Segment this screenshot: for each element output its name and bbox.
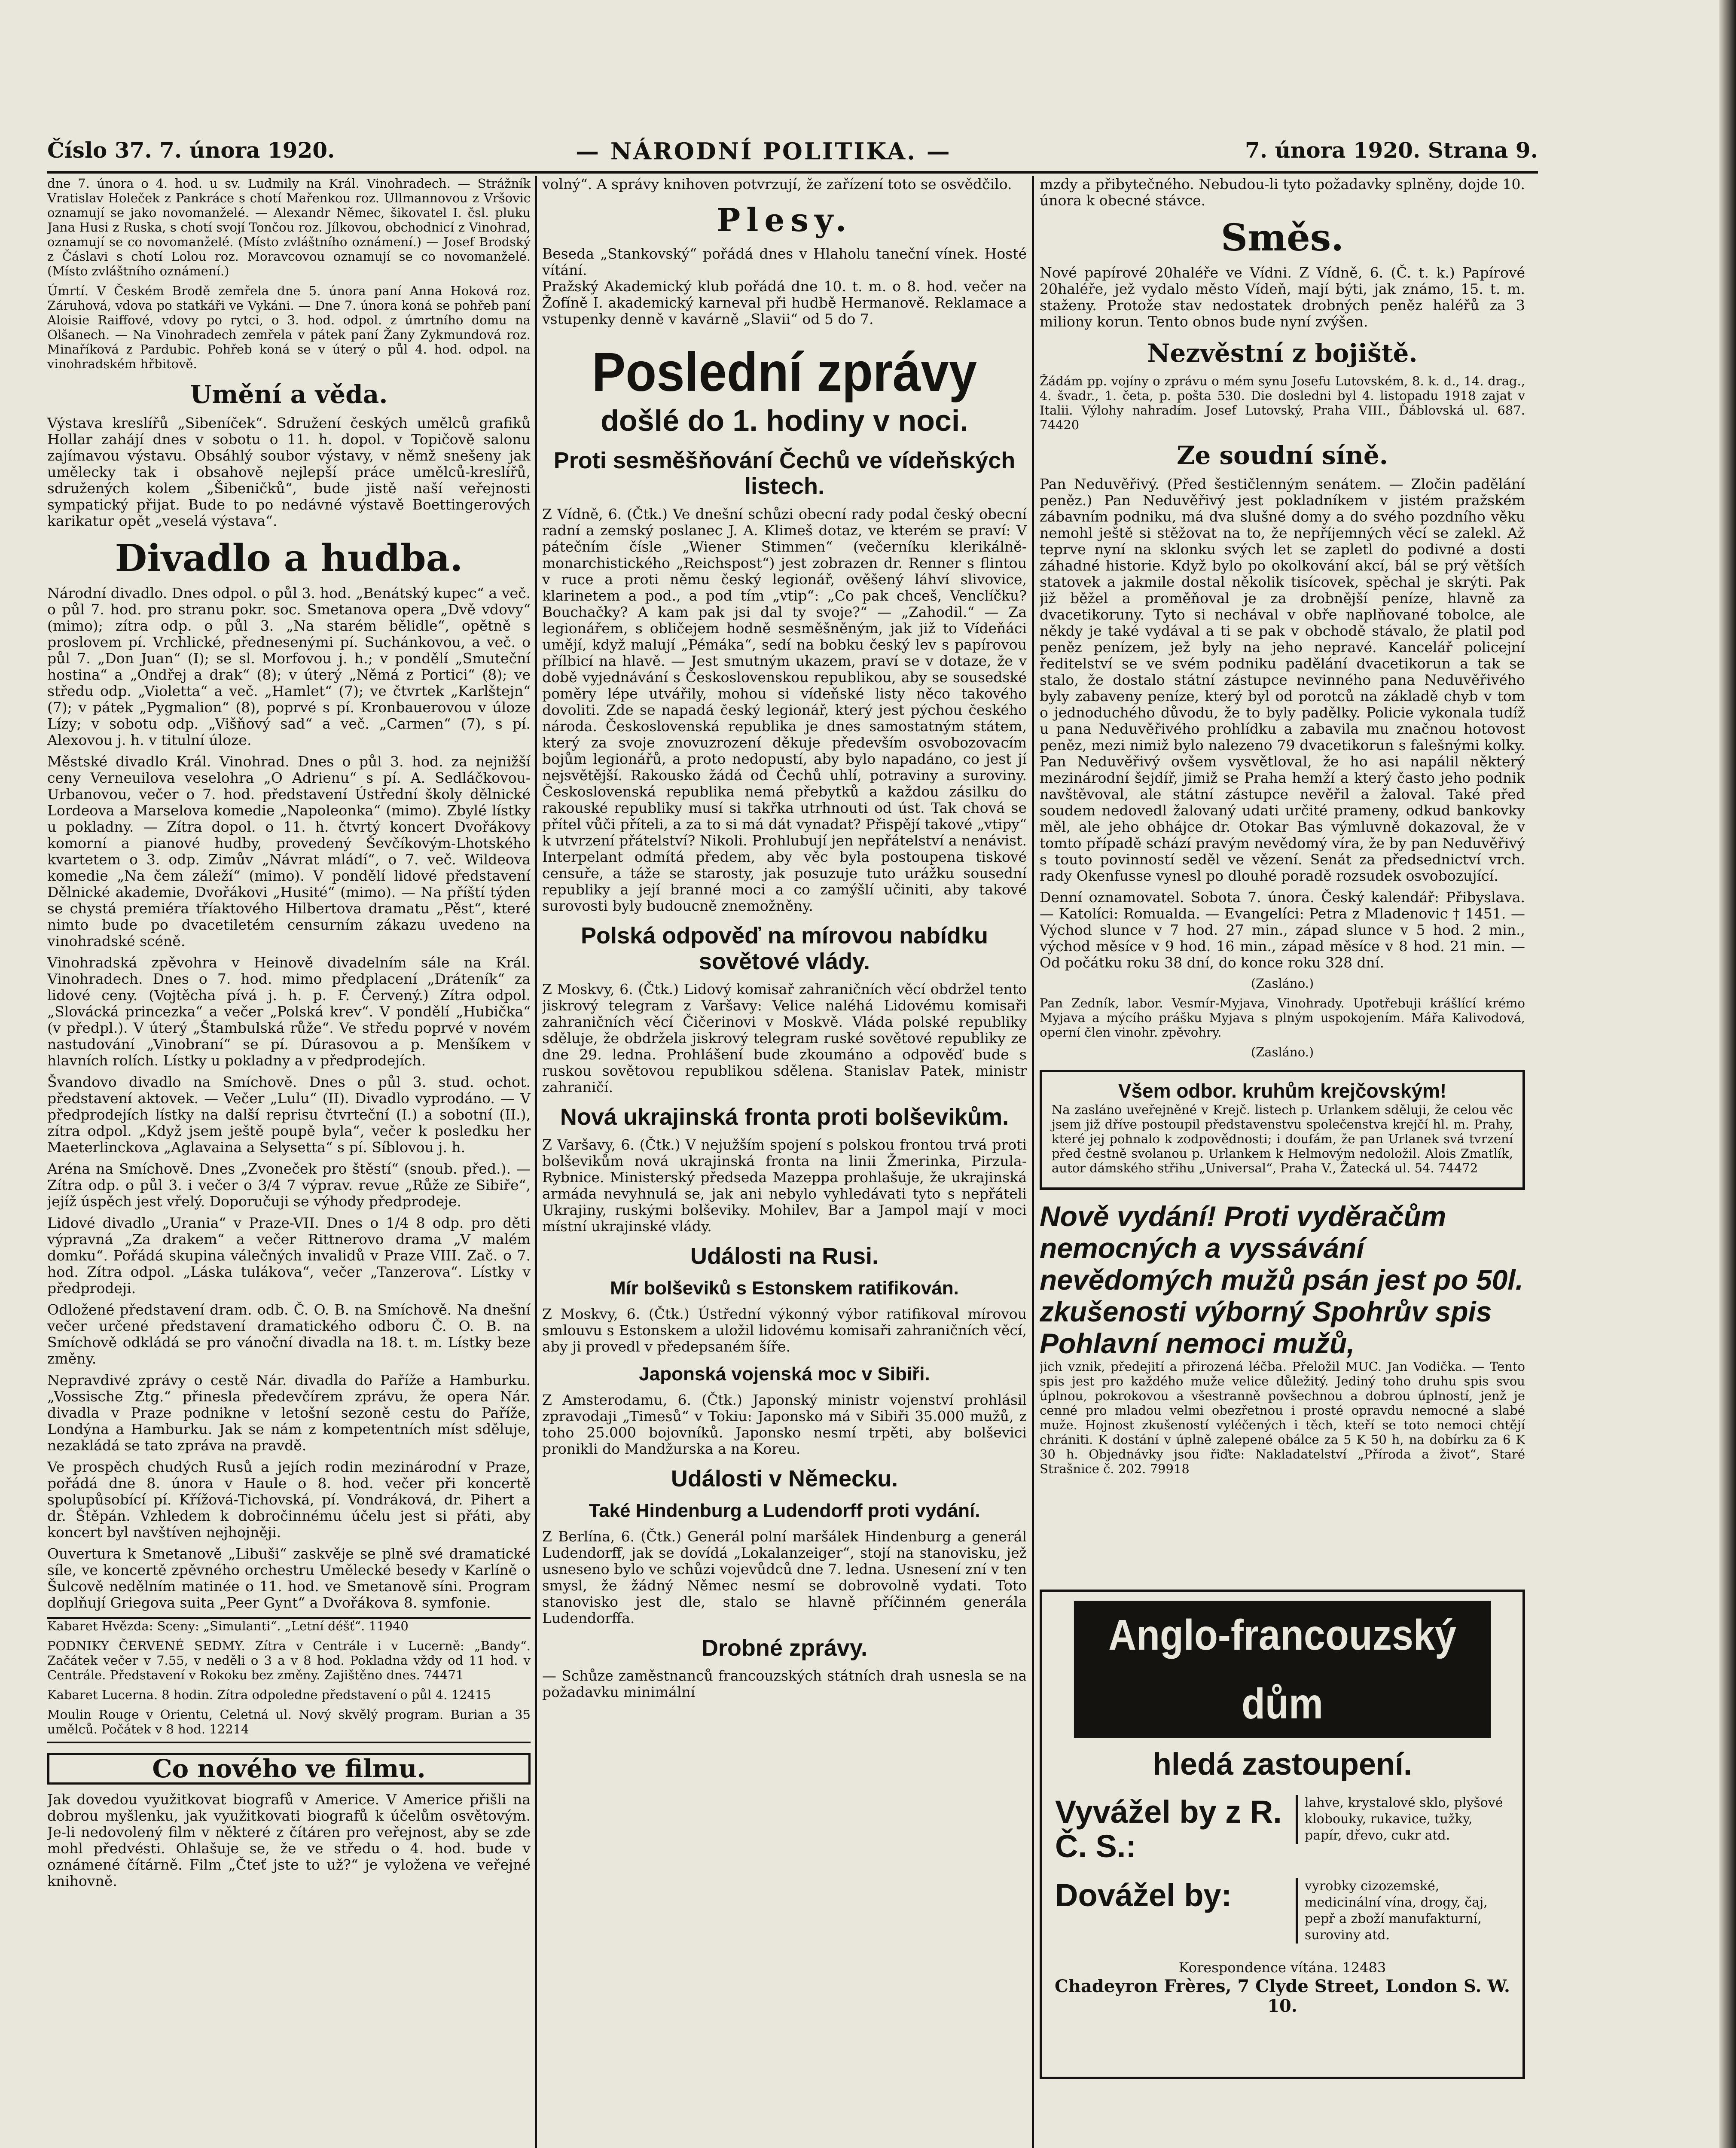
headline-short-news: Drobné zprávy. xyxy=(701,1635,868,1661)
death-notices: Úmrtí. V Českém Brodě zemřela dne 5. února paní Anna Hoková roz. Záruhová, vdova po statkáři ve Vykáni. — Dne 7. února koná se pohřeb paní Aloisie Raiffové, vdovy po rytci, o 3. hod. odpol. z úmrtního domu na Olšanech. — Na Vinohradech zemřela v pátek paní Žany Zykmundová roz. Minaříková z Pardubic. Pohřeb koná se v úterý o půl 4. hod. odpol. na vinohradském hřbitově. xyxy=(47,284,531,371)
header-left: Číslo 37. 7. února 1920. xyxy=(47,137,335,163)
art-article: Výstava kreslířů „Sibeníček“. Sdružení českých umělců grafiků Hollar zahájí dnes v sobotu o 11. h. dopol. v Topičově salonu zajímavou výstavu. Obsáhlý soubor výstavy, v němž snešeny jak umělecky tak i obsahově nejlepší práce umělců-kreslířů, sdružených kolem „Šibeničků“, bude jistě naší veřejnosti sympatický přijat. Bude to po nedávné výstavě Boettingerových karikatur opět „veselá výstava“. xyxy=(47,415,531,529)
breaking-news-subtitle: došlé do 1. hodiny v noci. xyxy=(601,404,968,437)
anglo-export-label: Vyvážel by z R. Č. S.: xyxy=(1055,1794,1282,1864)
film-article: Jak dovedou využitkovat biografů v Americe. V Americe přišli na dobrou myšlenku, jak využitkovati biografů k účelům osvětovým. Je-li nedovolený film v některé z čítáren pro veřejnost, aby se zde mohl předvésti. Ohlašuje se, že ve středu o 4. hod. bude v oznámené čítárně. Film „Čteť jste to už?“ je vyložena ve veřejné knihovně. xyxy=(47,1791,531,1889)
header-rule xyxy=(47,171,1538,174)
anglo-ad-subtitle: hledá zastoupení. xyxy=(1152,1747,1413,1782)
column-2 xyxy=(542,176,1027,2148)
anglo-address: Chadeyron Frères, 7 Clyde Street, London S. W. 10. xyxy=(1055,1976,1510,2016)
headline-ukraine: Nová ukrajinská fronta proti bolševikům. xyxy=(560,1104,1009,1130)
tailors-title: Všem odbor. kruhům krejčovským! xyxy=(1118,1080,1447,1102)
book-ad-title: Nově vydání! Proti vyděračům nemocných a vyssávání nevědomých mužů psán jest po 50l. zkušenosti výborný Spohrův spis Pohlavní nemoci mužů, xyxy=(1040,1200,1523,1359)
theatre-svanda: Švandovo divadlo na Smíchově. Dnes o půl 3. stud. ochot. představení aktovek. — Večer „Lulu“ (II). Divadlo vyprodáno. — V předprodejích lístky na další reprisu čtvrteční (I.) a sobotní (II.), zítra odpol. „Když jsem ještě poupě byla“, večer k posledku her Maeterlinckova „Aglavaina a Selysetta“ s pí. Síblovou j. h. xyxy=(47,1074,531,1156)
column-3 xyxy=(1040,176,1525,1581)
tailors-notice xyxy=(1040,1070,1525,1190)
headline-japan: Japonská vojenská moc v Sibiři. xyxy=(639,1364,930,1385)
sent-label-1: (Zasláno.) xyxy=(1251,976,1314,991)
masthead: — NÁRODNÍ POLITIKA. — xyxy=(576,137,952,165)
strike-end: mzdy a přibytečného. Nebudou-li tyto požadavky splněny, dojde 10. února k obecné stávce. xyxy=(1040,176,1525,209)
section-title-court: Ze soudní síně. xyxy=(1177,441,1388,470)
anglo-import-row xyxy=(1042,1878,1522,1944)
section-title-balls: Plesy. xyxy=(716,202,853,239)
section-title-misc: Směs. xyxy=(1220,216,1344,259)
sent-notice-myjava: Pan Zedník, labor. Vesmír-Myjava, Vinohrady. Upotřebuji krášlící krémo Myjava a mýcího prášku Myjava s plným uspokojením. Mářa Kalivodová, operní člen vinohr. zpěvohry. xyxy=(1040,996,1525,1040)
section-title-art: Umění a věda. xyxy=(190,380,388,409)
theatre-postponed: Odložené představení dram. odb. Č. O. B. na Smíchově. Na dnešní večer určené představení dramatického odboru Č. O. B. na Smíchově odkládá se pro vánoční divadla na 18. t. m. Lístky beze změny. xyxy=(47,1301,531,1367)
section-title-film: Co nového ve filmu. xyxy=(47,1753,531,1785)
headline-russia: Události na Rusi. xyxy=(690,1243,879,1269)
tailors-text: Na zasláno uveřejněné v Krejč. listech p. Urlankem sděluji, že celou věc jsem již dříve postoupil představenstvu společenstva krejčí hl. m. Prahy, které jej pohnalo k zodpovědnosti; i doufám, že pan Urlanek svá tvrzení před čestně svolanou p. Urlankem k Helmovým nedoložil. Alois Zmatlík, autor dámského střihu „Universal“, Praha V., Žatecká ul. 54. 74472 xyxy=(1052,1102,1513,1175)
headline-vienna: Proti sesměšňování Čechů ve vídeňských listech. xyxy=(553,448,1016,499)
headline-estonia: Mír bolševiků s Estonskem ratifikován. xyxy=(610,1278,959,1299)
section-title-missing: Nezvěstní z bojiště. xyxy=(1147,339,1418,368)
theatre-urania: Lidové divadlo „Urania“ v Praze-VII. Dnes o 1/4 8 odp. pro děti výpravná „Za drakem“ a večer Rittnerovo drama „V malém domku“. Pořádá skupina válečných invalidů v Praze VIII. Zač. o 7. hod. Zítra odpol. „Láska tulákova“, večer „Tanzerova“. Lístky v předprodeji. xyxy=(47,1214,531,1297)
article-short-news: — Schůze zaměstnanců francouzských státních drah usnesla se na požadavku minimální xyxy=(542,1667,1027,1700)
headline-polish-reply: Polská odpověď na mírovou nabídku sovětové vlády. xyxy=(581,923,988,974)
article-ukraine: Z Varšavy, 6. (Čtk.) V nejužším spojení s polskou frontou trvá proti bolševikům nová ukrajinská fronta na linii Žmerinka, Pirzula-Rybnice. Ministerský předseda Mazeppa prohlašuje, že ukrajinská armáda nevyhnulá se, jak ani nebylo vyhledávati tyto s nepřáteli Ukrajiny, ruskými bolševiky. Mohilev, Bar a Jampol mají v moci místní ukrajinské vlády. xyxy=(542,1136,1027,1235)
anglo-correspondence: Korespondence vítána. 12483 xyxy=(1178,1959,1386,1976)
anglo-ad-title: Anglo-francouzský dům xyxy=(1074,1601,1491,1738)
anglo-import-goods: vyrobky cizozemské, medicinální vína, drogy, čaj, pepř a zboží manufakturní, suroviny atd. xyxy=(1296,1878,1510,1944)
breaking-news-title: Poslední zprávy xyxy=(592,342,977,403)
anglo-french-ad xyxy=(1040,1590,1525,2079)
concert-libuse: Ouvertura k Smetanově „Libuši“ zaskvěje se plně své dramatické síle, ve koncertě zpěvného orchestru Umělecké besedy v Karlíně o Šulcově nedělním matinée o 11. hod. ve Smetanově síni. Program doplňují Griegova suita „Peer Gynt“ a Dvořákova 8. symfonie. xyxy=(47,1545,531,1611)
column-rule-2 xyxy=(1032,176,1034,2148)
misc-article: Nové papírové 20haléře ve Vídni. Z Vídně, 6. (Č. t. k.) Papírové 20haléře, jež vydalo město Vídeň, mají býti, jak známo, 15. t. m. staženy. Protože stav nedostatek drobných peněz haléřů za 3 miliony korun. Tento obnos bude nyní zvýšen. xyxy=(1040,264,1525,330)
anglo-export-goods: lahve, krystalové sklo, plyšové klobouky, rukavice, tužky, papír, dřevo, cukr atd. xyxy=(1296,1795,1510,1844)
column-rule-1 xyxy=(535,176,537,2148)
sent-label-2: (Zasláno.) xyxy=(1251,1045,1314,1059)
article-vienna: Z Vídně, 6. (Čtk.) Ve dnešní schůzi obecní rady podal český obecní radní a zemský poslanec J. A. Klimeš dotaz, ve kterém se praví: V pátečním čísle „Wiener Stimmen“ (večerníku klerikálně-monarchistického „Reichspost“) jest zobrazen dr. Renner s flintou v ruce a proti němu český legionář, ověšený láhví slivovice, klarinetem a pod., a pod tím „vtip“: „Co pak chceš, Venclíčku? Bouchačky? A kam pak jsi dal ty svoje?“ — „Zahodil.“ — Za legionářem, s obličejem hodně sesměšněným, jak již to Vídeňáci umějí, když malují „Pémáka“, sedí na bobku český lev s papírovou přílbicí na hlavě. — Jest smutným ukazem, praví se v dotaze, že v době vyjednávání s Československou republikou, aby se sousedské poměry lépe utvářily, mohou si vídeňské listy něco takového dovoliti. Zde se napadá český legionář, který jest pýchou českého národa. Československá republika je dnes samostatným státem, který za svoje znovuzrození děkuje především osvobozovacím bojům legionářů, a proto nedopustí, aby bylo napadáno, co jest jí nejsvětější. Rakousko žádá od Čechů uhlí, potraviny a suroviny. Československá republika nemá přebytků a každou zásilku do rakouské republiky musí si takřka utrhnouti od úst. Tak chová se přítel vůči příteli, a za to si má dát vynadat? Přispějí takové „vtipy“ k utvrzení přátelství? Nikoli. Prohlubují jen nepřátelství a nenávist. Interpelant odmítá předem, aby věc byla postoupena tiskové censuře, a táže se starosty, jak posuzuje tuto urážku sousední republiky a její branné moci a co zamýšlí učiniti, aby takové surovosti byly budoucně znemožněny. xyxy=(542,506,1027,914)
theatre-arena: Aréna na Smíchově. Dnes „Zvoneček pro štěstí“ (snoub. před.). — Zítra odp. o půl 3. i večer o 3/4 7 výprav. revue „Růže ze Sibiře“, jejíž úspěch jest vřelý. Doporučuji se výhody předprodeje. xyxy=(47,1160,531,1210)
balls-article: Beseda „Stankovský“ pořádá dnes v Hlaholu taneční vínek. Hosté vítání. Pražský Akademický klub pořádá dne 10. t. m. o 8. hod. večer na Žofíně I. akademický karneval při hudbě Hermanově. Reklamace a vstupenky denně v kavárně „Slavii“ od 5 do 7. xyxy=(542,245,1027,327)
concert-charity: Ve prospěch chudých Rusů a jejích rodin mezinárodní v Praze, pořádá dne 8. února v Haule o 8. hod. večer při koncertě spolupůsobící pí. Křížová-Tichovská, pí. Vondráková, dr. Pihert a dr. Štěpán. Vzhledem k dobročinnému účelu jest si přáti, aby koncert byl navštíven nejhojněji. xyxy=(47,1458,531,1541)
theatre-opera: Vinohradská zpěvohra v Heinově divadelním sále na Král. Vinohradech. Dnes o 7. hod. mimo předplacení „Dráteník“ za lidové ceny. (Vojtěcha pívá j. h. p. F. Červený.) Zítra odpol. „Slovácká princezka“ a večer „Polská krev“. V pondělí „Hubička“ (v předpl.). V úterý „Štambulská růže“. Ve středu poprvé v novém nastudování „Vinobraní“ se pí. Dúrasovou a p. Menšíkem v hlavních rolích. Lístky u pokladny a v předprodejích. xyxy=(47,954,531,1069)
article-hindenburg: Z Berlína, 6. (Čtk.) Generál polní maršálek Hindenburg a generál Ludendorff, jak se dovídá „Lokalanzeiger“, stojí na stanovisku, jež usneseno bylo ve schůzi vojevůdců dne 7. ledna. Usnesení zní v ten smysl, že žádný Němec nesmí se dobrovolně vydati. Toto stanovisko jest dle, stalo se hlavně příčinném generála Ludendorffa. xyxy=(542,1528,1027,1626)
ad-moulin-rouge: Moulin Rouge v Orientu, Celetná ul. Nový skvělý program. Burian a 35 umělců. Počátek v 8 hod. 12214 xyxy=(47,1707,531,1736)
anglo-import-label: Dovážel by: xyxy=(1055,1877,1232,1913)
book-ad-text: jich vznik, předejití a přirozená léčba. Přeložil MUC. Jan Vodička. — Tento spis jest pro každého muže velice důležitý. Jediný toho druhu spis svou úplnou, pokrokovou a všestranně povšechnou a dobrou úplností, jenž je cenné pro mladou velmi obezřetnou i prosté opravdu nemocné a slabé muže. Hojnost zkušeností vyléčených i těch, kteří se toto nemoci chtějí chrániti. K dostání v úplně zalepené obálce za 5 K 50 h, na dobírku za 6 K 30 h. Objednávky jsou řiďte: Nakladatelství „Příroda a život“, Staré Strašnice č. 202. 79918 xyxy=(1040,1359,1525,1476)
page-header xyxy=(47,137,1538,172)
header-right: 7. února 1920. Strana 9. xyxy=(1245,137,1538,163)
article-japan: Z Amsterodamu, 6. (Čtk.) Japonský ministr vojenství prohlásil zpravodaji „Timesů“ v Tokiu: Japonsko má v Sibiři 35.000 mužů, z toho 25.000 bojovníků. Japonsko nesmí trpěti, aby bolševici pronikli do Mandžurska a na Koreu. xyxy=(542,1391,1027,1457)
cabaret-ads xyxy=(47,1617,531,1743)
ad-kabaret-lucerna: Kabaret Lucerna. 8 hodin. Zítra odpoledne představení o půl 4. 12415 xyxy=(47,1687,491,1702)
theatre-national: Národní divadlo. Dnes odpol. o půl 3. hod. „Benátský kupec“ a več. o půl 7. hod. pro stranu pokr. soc. Smetanova opera „Dvě vdovy“ (mimo); zítra odp. o půl 3. „Na starém bělidle“, opětně s proslovem pí. Vrchlické, přednesenými pí. Suchánkovou, a več. o půl 7. „Don Juan“ (I); se sl. Morfovou j. h.; v pondělí „Smuteční hostina“ a „Ondřej a drak“ (8); v úterý „Němá z Portici“ (8); ve středu odp. „Violetta“ a več. „Hamlet“ (7); ve čtvrtek „Karlštejn“ (7); v pátek „Pygmalion“ (8), poprvé s pí. Kronbauerovou v úloze Lízy; v sobotu odp. „Višňový sad“ a več. „Carmen“ (7), s pí. Alexovou j. h. v titulní úloze. xyxy=(47,585,531,748)
article-polish-reply: Z Moskvy, 6. (Čtk.) Lidový komisař zahraničních věcí obdržel tento jiskrový telegram z Varšavy: Velice naléhá Lidovému komisaři zahraničních věcí Čičerinovi v Moskvě. Vláda polské republiky sděluje, že obdržela jiskrový telegram ruské sovětové republiky ze dne 29. ledna. Prohlášení bude zkoumáno a odpověď bude s ruskou sovětovou republikou sdělena. Stanislav Patek, ministr zahraničí. xyxy=(542,981,1027,1095)
anglo-export-row xyxy=(1042,1795,1522,1864)
theatre-vinohrady: Městské divadlo Král. Vinohrad. Dnes o půl 3. hod. za nejnižší ceny Verneuilova veselohra „O Adrienu“ s pí. A. Sedláčkovou-Urbanovou, večer o 7. hod. představení Ústřední školy dělnické Lordeova a Marselova komedie „Napoleonka“ (mimo). Zbylé lístky u pokladny. — Zítra dopol. o 11. h. čtvrtý koncert Dvořákovy komorní a pianové hudby, provedený Ševčíkovým-Lhotského kvartetem o 3. odp. Zimův „Návrat mládí“, o 7. več. Wildeova komedie „Na čem záleží“ (mimo). V pondělí lidové představení Dělnické akademie, Dvořákovi „Husité“ (mimo). — Na příští týden se chystá premiéra tříaktového Hilbertova dramatu „Pěst“, které nimto bude po dvacetiletém censurním zákazu uvedeno na vinohradské scéně. xyxy=(47,753,531,949)
section-title-theatre: Divadlo a hudba. xyxy=(115,537,463,580)
ad-cervena-sedma: PODNIKY ČERVENÉ SEDMY. Zítra v Centrále i v Lucerně: „Bandy“. Začátek večer v 7.55, v neděli o 3 a v 8 hod. Pokladna vždy od 11 hod. v Centrále. Představení v Rokoku bez změny. Zajištěno dnes. 74471 xyxy=(47,1638,531,1682)
article-estonia: Z Moskvy, 6. (Čtk.) Ústřední výkonný výbor ratifikoval mírovou smlouvu s Estonskem a uložil lidovému komisaři zahraničních věcí, aby ji provedl v předepsaném šíře. xyxy=(542,1306,1027,1355)
missing-notice: Žádám pp. vojíny o zprávu o mém synu Josefu Lutovském, 8. k. d., 14. drag., 4. švadr., 1. četa, p. pošta 530. Die dosledni byl 4. listopadu 1918 zajat v Italii. Výlohy nahradím. Josef Lutovský, Praha VIII., Ďáblovská ul. 687. 74420 xyxy=(1040,374,1525,432)
column-1 xyxy=(47,176,531,2148)
daily-calendar: Denní oznamovatel. Sobota 7. února. Český kalendář: Přibyslava. — Katolíci: Romualda. — Evangelíci: Petra z Mladenovic † 1451. — Východ slunce v 7 hod. 27 min., západ slunce v 5 hod. 2 min., východ měsíce v 9 hod. 16 min., západ měsíce v 8 hod. 21 min. — Od počátku roku 38 dní, do konce roku 328 dní. xyxy=(1040,889,1525,971)
scan-edge xyxy=(1719,0,1736,2148)
wedding-notices: dne 7. února o 4. hod. u sv. Ludmily na Král. Vinohradech. — Strážník Vratislav Holeček z Pankráce s chotí Mařenkou roz. Ullmannovou z Vršovic oznamují se jako novomanželé. — Alexandr Němec, šikovatel I. čsl. pluku Jana Husi z Ruska, s chotí svojí Tončou roz. Jílkovou, obchodnicí z Vinohrad, oznamují se co novomanželé. (Místo zvláštního oznámení.) — Josef Brodský z Čáslavi s chotí Lolou roz. Moravcovou oznamují se co novomanželé. (Místo zvláštního oznámení.) xyxy=(47,176,531,278)
library-end: volný“. A správy knihoven potvrzují, že zařízení toto se osvědčilo. xyxy=(542,176,1012,192)
court-article: Pan Neduvěřivý. (Před šestičlenným senátem. — Zločin padělání peněz.) Pan Neduvěřivý jest pokladníkem v jistém pražském zábavním podniku, má dva slušné domy a do svého pozdního věku nemohl ještě si stěžovat na to, že nepříjemných věcí se zalekl. Až teprve nyní na sklonku svých let se zapletl do podivné a dosti záhadné historie. Když bylo po okolkování akcí, bál se prý větších statovek a jakmile dostal několik tisícovek, spěchal je skrýti. Pak již běžel a proměňoval je za drobnější peníze, hlavně za dvacetikoruny. Tyto si nechával v obře naplňované tobolce, ale někdy je také vydával a ti se pak v obchodě stávalo, že platil pod peněz penízem, jež byly na jeho nepravé. Kancelář policejní ředitelství se ve svém podniku padělání dvacetikorun a tak se stalo, že dostalo státní zástupce nevinného pana Neduvěřivého byly zabaveny peníze, který byl od porotců na základě chyb v tom o jednoduchého důvodu, že to byly padělky. Policie vykonala tudíž u pana Neduvěřivého prohlídku a zabavila mu značnou hotovost peněz, mezi nimiž bylo nalezeno 79 dvacetikorun s falešnými kolky. Pan Neduvěřivý ovšem vysvětloval, že ho asi napálil některý mezinárodní šejdíř, jimiž se Praha hemží a který často jeho podnik navštěvoval, ale státní zástupce nevěřil a žaloval. Také před soudem nedovedl žalovaný udati určité prameny, odkud bankovky měl, ale jeho obhájce dr. Otokar Bas výmluvně dokazoval, že v tomto případě schází pravým nevědomý víra, že by pan Neduvěřivý s touto povinností seděl ve vězení. Senát za předsednictví vrch. rady Okenfusse vynesl po dlouhé poradě rozsudek osvobozující. xyxy=(1040,476,1525,884)
ad-kabaret-hvezda: Kabaret Hvězda: Sceny: „Simulanti“. „Letní déšť“. 11940 xyxy=(47,1619,409,1633)
theatre-false-report: Nepravdivé zprávy o cestě Nár. divadla do Paříže a Hamburku. „Vossische Ztg.“ přinesla předevčírem zprávu, že opera Nár. divadla v Praze podnikne v letošní sezoně cestu do Paříže, Londýna a Hamburku. Jak se nám z kompetentních míst sděluje, nezakládá se tato zpráva na pravdě. xyxy=(47,1372,531,1454)
headline-hindenburg: Také Hindenburg a Ludendorff proti vydání. xyxy=(589,1500,980,1521)
headline-germany: Události v Německu. xyxy=(671,1466,898,1492)
